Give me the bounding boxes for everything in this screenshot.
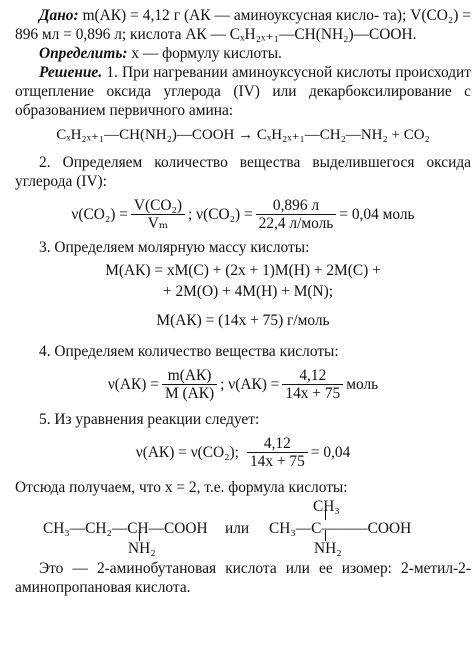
- eq3-line-3: M(АК) = (14x + 75) г/моль: [156, 312, 330, 329]
- eq4-fraction-1: [162, 367, 217, 402]
- solution-label: Решение.: [39, 64, 103, 81]
- formula-2-substituent: NH₂: [314, 540, 342, 557]
- equation-2: [15, 197, 471, 232]
- eq2-numerator-1: V(CO₂): [131, 197, 185, 215]
- eq2-denominator-2: 22,4 л/моль: [258, 215, 334, 232]
- connector-or: или: [225, 520, 250, 537]
- eq5-denominator: 14x + 75: [249, 453, 305, 470]
- step-5-text: 5. Из уравнения реакции следует:: [39, 411, 260, 428]
- given-label: Дано:: [39, 7, 79, 24]
- eq2-mid: ; ν(CO₂) =: [188, 206, 253, 223]
- formula-2-main: CH₃—C———COOH: [269, 520, 412, 537]
- eq4-mid: ; ν(АК) =: [220, 376, 280, 393]
- step-2-text: 2. Определяем количество вещества выделившегося оксида углерода (IV):: [15, 154, 471, 190]
- eq2-result: = 0,04 моль: [339, 206, 415, 223]
- eq4-denominator-2: 14x + 75: [285, 385, 341, 402]
- eq5-numerator: 4,12: [247, 435, 308, 453]
- eq2-fraction-2: [256, 197, 337, 232]
- eq2-denominator-1: Vₘ: [147, 215, 169, 232]
- eq3-line-2: + 2M(O) + 4M(H) + M(N);: [162, 283, 334, 300]
- step-4-text: 4. Определяем количество вещества кислоты:: [39, 343, 339, 360]
- determine-text: x — формулу кислоты.: [131, 45, 282, 62]
- given-line-1: m(АК) = 4,12 г (АК — аминоуксусная кисло-: [82, 7, 380, 24]
- solution-page: [15, 6, 471, 597]
- eq2-numerator-2: 0,896 л: [256, 197, 337, 215]
- eq5-left: ν(АК) = ν(CO₂);: [135, 444, 239, 461]
- reaction-equation: CₓH₂ₓ₊₁—CH(NH₂)—COOH → CₓH₂ₓ₊₁—CH₂—NH₂ + CO₂: [56, 127, 430, 143]
- given-line-3: CₓH₂ₓ₊₁—CH(NH₂)—COOH.: [229, 26, 417, 43]
- given-line-2: та); V(CO₂) = 896 мл = 0,896 л; кислота АК —: [15, 7, 471, 43]
- determine-label: Определить:: [39, 45, 128, 62]
- eq4-denominator-1: M (АК): [164, 385, 215, 402]
- eq3-line-1: M(АК) = xM(C) + (2x + 1)M(H) + 2M(C) +: [105, 262, 381, 279]
- eq4-fraction-2: [282, 367, 343, 402]
- determine-block: [15, 44, 471, 63]
- eq4-numerator-1: m(АК): [162, 367, 217, 385]
- eq4-unit: моль: [346, 376, 379, 393]
- eq5-result: = 0,04: [310, 444, 351, 461]
- conclusion-text: Отсюда получаем, что x = 2, т.е. формула кислоты:: [15, 479, 348, 496]
- step-1: [15, 63, 471, 120]
- formula-1-main: CH₃—CH₂—CH—COOH: [43, 520, 208, 537]
- equation-4: [15, 367, 471, 402]
- step-1-text: 1. При нагревании аминоуксусной кислоты происходит отщепление оксида углерода (IV) или декарбоксилирование с образованием первичного амина:: [15, 64, 471, 119]
- eq4-numerator-2: 4,12: [282, 367, 343, 385]
- final-text: Это — 2-аминобутановая кислота или ее изомер: 2-метил-2-аминопропановая кислота.: [15, 560, 471, 596]
- eq2-fraction-1: [131, 197, 185, 232]
- formula-1-substituent: NH₂: [128, 540, 156, 557]
- formula-2-top: CH₃: [313, 498, 340, 515]
- equation-5: [15, 435, 471, 470]
- structural-formulas: [15, 497, 471, 555]
- eq5-fraction: [247, 435, 308, 470]
- eq4-left: ν(АК) =: [107, 376, 159, 393]
- eq2-left: ν(CO₂) =: [71, 206, 128, 223]
- given-block: [15, 6, 471, 44]
- step-3-text: 3. Определяем молярную массу кислоты:: [39, 239, 310, 256]
